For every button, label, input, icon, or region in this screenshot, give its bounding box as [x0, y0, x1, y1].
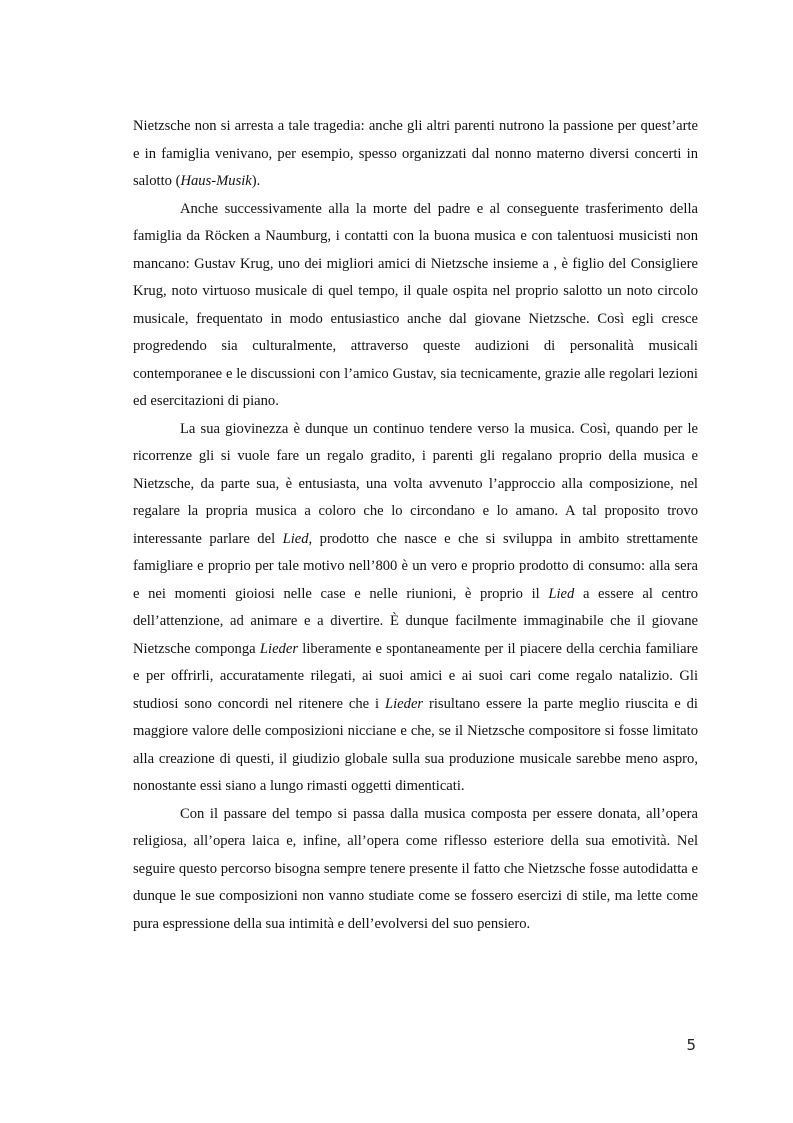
text-run: ).: [251, 173, 261, 189]
text-run: Anche successivamente alla la morte del padre e al conseguente trasferimento della famiglia da Röcken a Naumburg, i contatti con la buona musica e con talentuosi musicisti non mancano: Gustav Krug, uno dei migliori amici di Nietzsche insieme a , è figlio del Consigliere Krug, noto virtuoso musicale di quel tempo, il quale ospita nel proprio salotto un noto circolo musicale, frequentato in modo entusiastico anche dal giovane Nietzsche. Così egli cresce progredendo sia culturalmente, attraverso queste audizioni di personalità musicali contemporanee e le discussioni con l’amico Gustav, sia tecnicamente, grazie alle regolari lezioni ed esercitazioni di piano.: [133, 200, 698, 409]
paragraph-2: [133, 196, 698, 416]
italic-term: Haus-Musik: [180, 173, 252, 189]
paragraph-1: [133, 113, 698, 196]
body-text: [133, 113, 698, 938]
text-run: a essere al centro dell’attenzione, ad animare e a divertire. È dunque facilmente immaginabile che il giovane Nietzsche componga: [133, 585, 698, 657]
italic-term: Lied: [282, 530, 309, 547]
page-number: 5: [686, 1036, 696, 1054]
paragraph-4: [133, 801, 698, 939]
paragraph-3: [133, 416, 698, 801]
text-run: Con il passare del tempo si passa dalla musica composta per essere donata, all’opera religiosa, all’opera laica e, infine, all’opera come riflesso esteriore della sua emotività. Nel seguire questo percorso bisogna sempre tenere presente il fatto che Nietzsche fosse autodidatta e dunque le sue composizioni non vanno studiate come se fossero esercizi di stile, ma lette come pura espressione della sua intimità e dell’evolversi del suo pensiero.: [133, 805, 698, 932]
italic-term: Lieder: [259, 640, 299, 657]
text-run: , prodotto che nasce e che si sviluppa in ambito strettamente famigliare e proprio per tale motivo nell’800 è un vero e proprio prodotto di consumo: alla sera e nei momenti gioiosi nelle case e nelle riunioni, è proprio il: [133, 530, 698, 602]
text-run: La sua giovinezza è dunque un continuo tendere verso la musica. Così, quando per le ricorrenze gli si vuole fare un regalo gradito, i parenti gli regalano proprio della musica e Nietzsche, da parte sua, è entusiasta, una volta avvenuto l’approccio alla composizione, nel regalare la propria musica a coloro che lo circondano e lo amano. A tal proposito trovo interessante parlare del: [133, 420, 698, 547]
text-run: Nietzsche non si arresta a tale tragedia: anche gli altri parenti nutrono la passione per quest’arte e in famiglia venivano, per esempio, spesso organizzati dal nonno materno diversi concerti in salotto (: [133, 118, 698, 189]
italic-term: Lied: [548, 585, 575, 602]
text-run: risultano essere la parte meglio riuscita e di maggiore valore delle composizioni nicciane e che, se il Nietzsche compositore si fosse limitato alla creazione di questi, il giudizio globale sulla sua produzione musicale sarebbe meno aspro, nonostante essi siano a lungo rimasti oggetti dimenticati.: [133, 695, 698, 794]
text-run: liberamente e spontaneamente per il piacere della cerchia familiare e per offrirli, accuratamente rilegati, ai suoi amici e ai suoi cari come regalo natalizio. Gli studiosi sono concordi nel ritenere che i: [133, 640, 698, 712]
italic-term: Lieder: [385, 695, 424, 712]
